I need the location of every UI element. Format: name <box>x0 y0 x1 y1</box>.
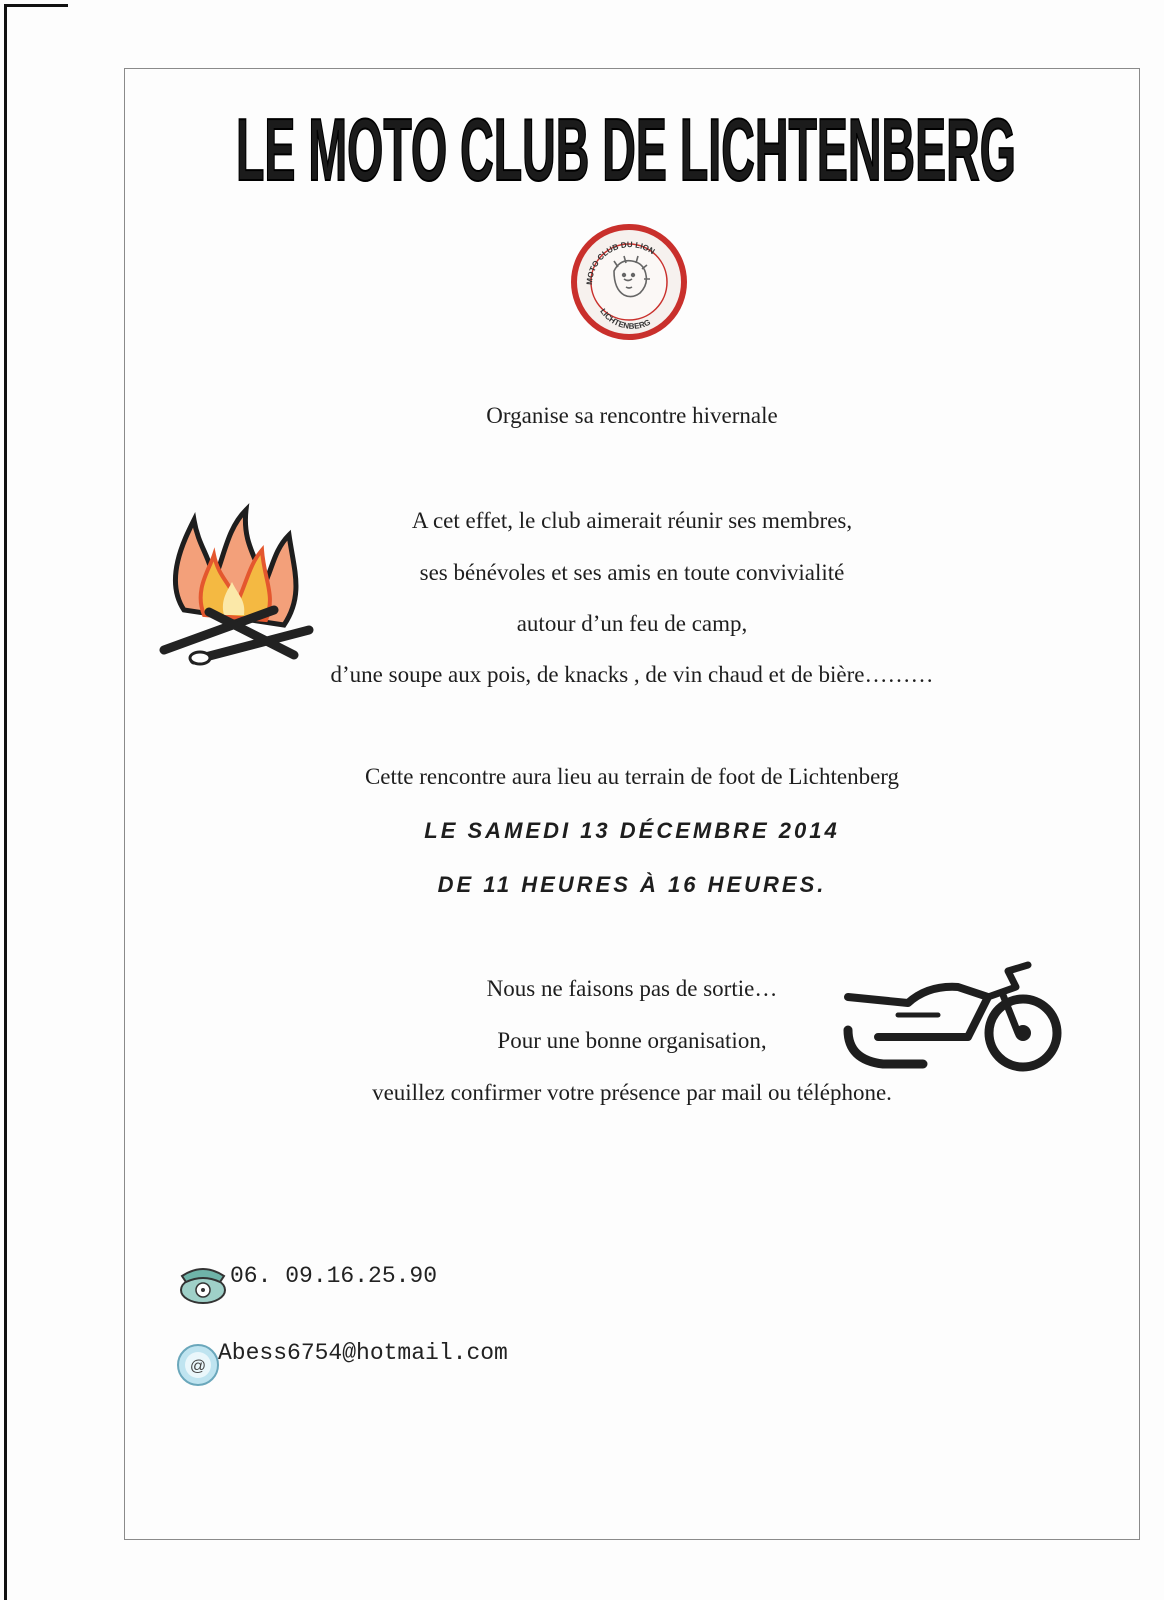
location-text: Cette rencontre aura lieu au terrain de foot de Lichtenberg <box>364 764 900 789</box>
logo-bottom-text: LICHTENBERG <box>598 306 652 331</box>
paragraph-line: ses bénévoles et ses amis en toute convivialité <box>419 560 845 585</box>
closing-line: Nous ne faisons pas de sortie… <box>486 976 778 1001</box>
event-time: DE 11 HEURES À 16 HEURES. <box>437 872 827 897</box>
page-title <box>226 84 1026 214</box>
page-title-text: LE MOTO CLUB DE LICHTENBERG <box>236 100 1016 199</box>
club-logo <box>570 223 688 341</box>
paragraph-line: d’une soupe aux pois, de knacks , de vin chaud et de bière……… <box>330 662 934 687</box>
event-date: LE SAMEDI 13 DÉCEMBRE 2014 <box>424 818 840 843</box>
closing-line: Pour une bonne organisation, <box>497 1028 767 1053</box>
paragraph-line: A cet effet, le club aimerait réunir ses membres, <box>411 508 853 533</box>
scan-edge <box>4 4 68 7</box>
logo-top-text: MOTO CLUB DU LION <box>584 240 657 286</box>
paragraph-line: autour d’un feu de camp, <box>516 611 748 636</box>
telephone-icon <box>176 1262 230 1306</box>
phone-number[interactable]: 06. 09.16.25.90 <box>230 1263 438 1289</box>
email-address[interactable]: Abess6754@hotmail.com <box>218 1340 508 1366</box>
email-icon <box>176 1343 220 1387</box>
scan-edge <box>4 4 7 1600</box>
svg-text:@: @ <box>189 1358 207 1375</box>
intro-text: Organise sa rencontre hivernale <box>486 403 778 428</box>
motorcycle-icon <box>838 955 1070 1080</box>
closing-line: veuillez confirmer votre présence par mail ou téléphone. <box>372 1080 892 1105</box>
